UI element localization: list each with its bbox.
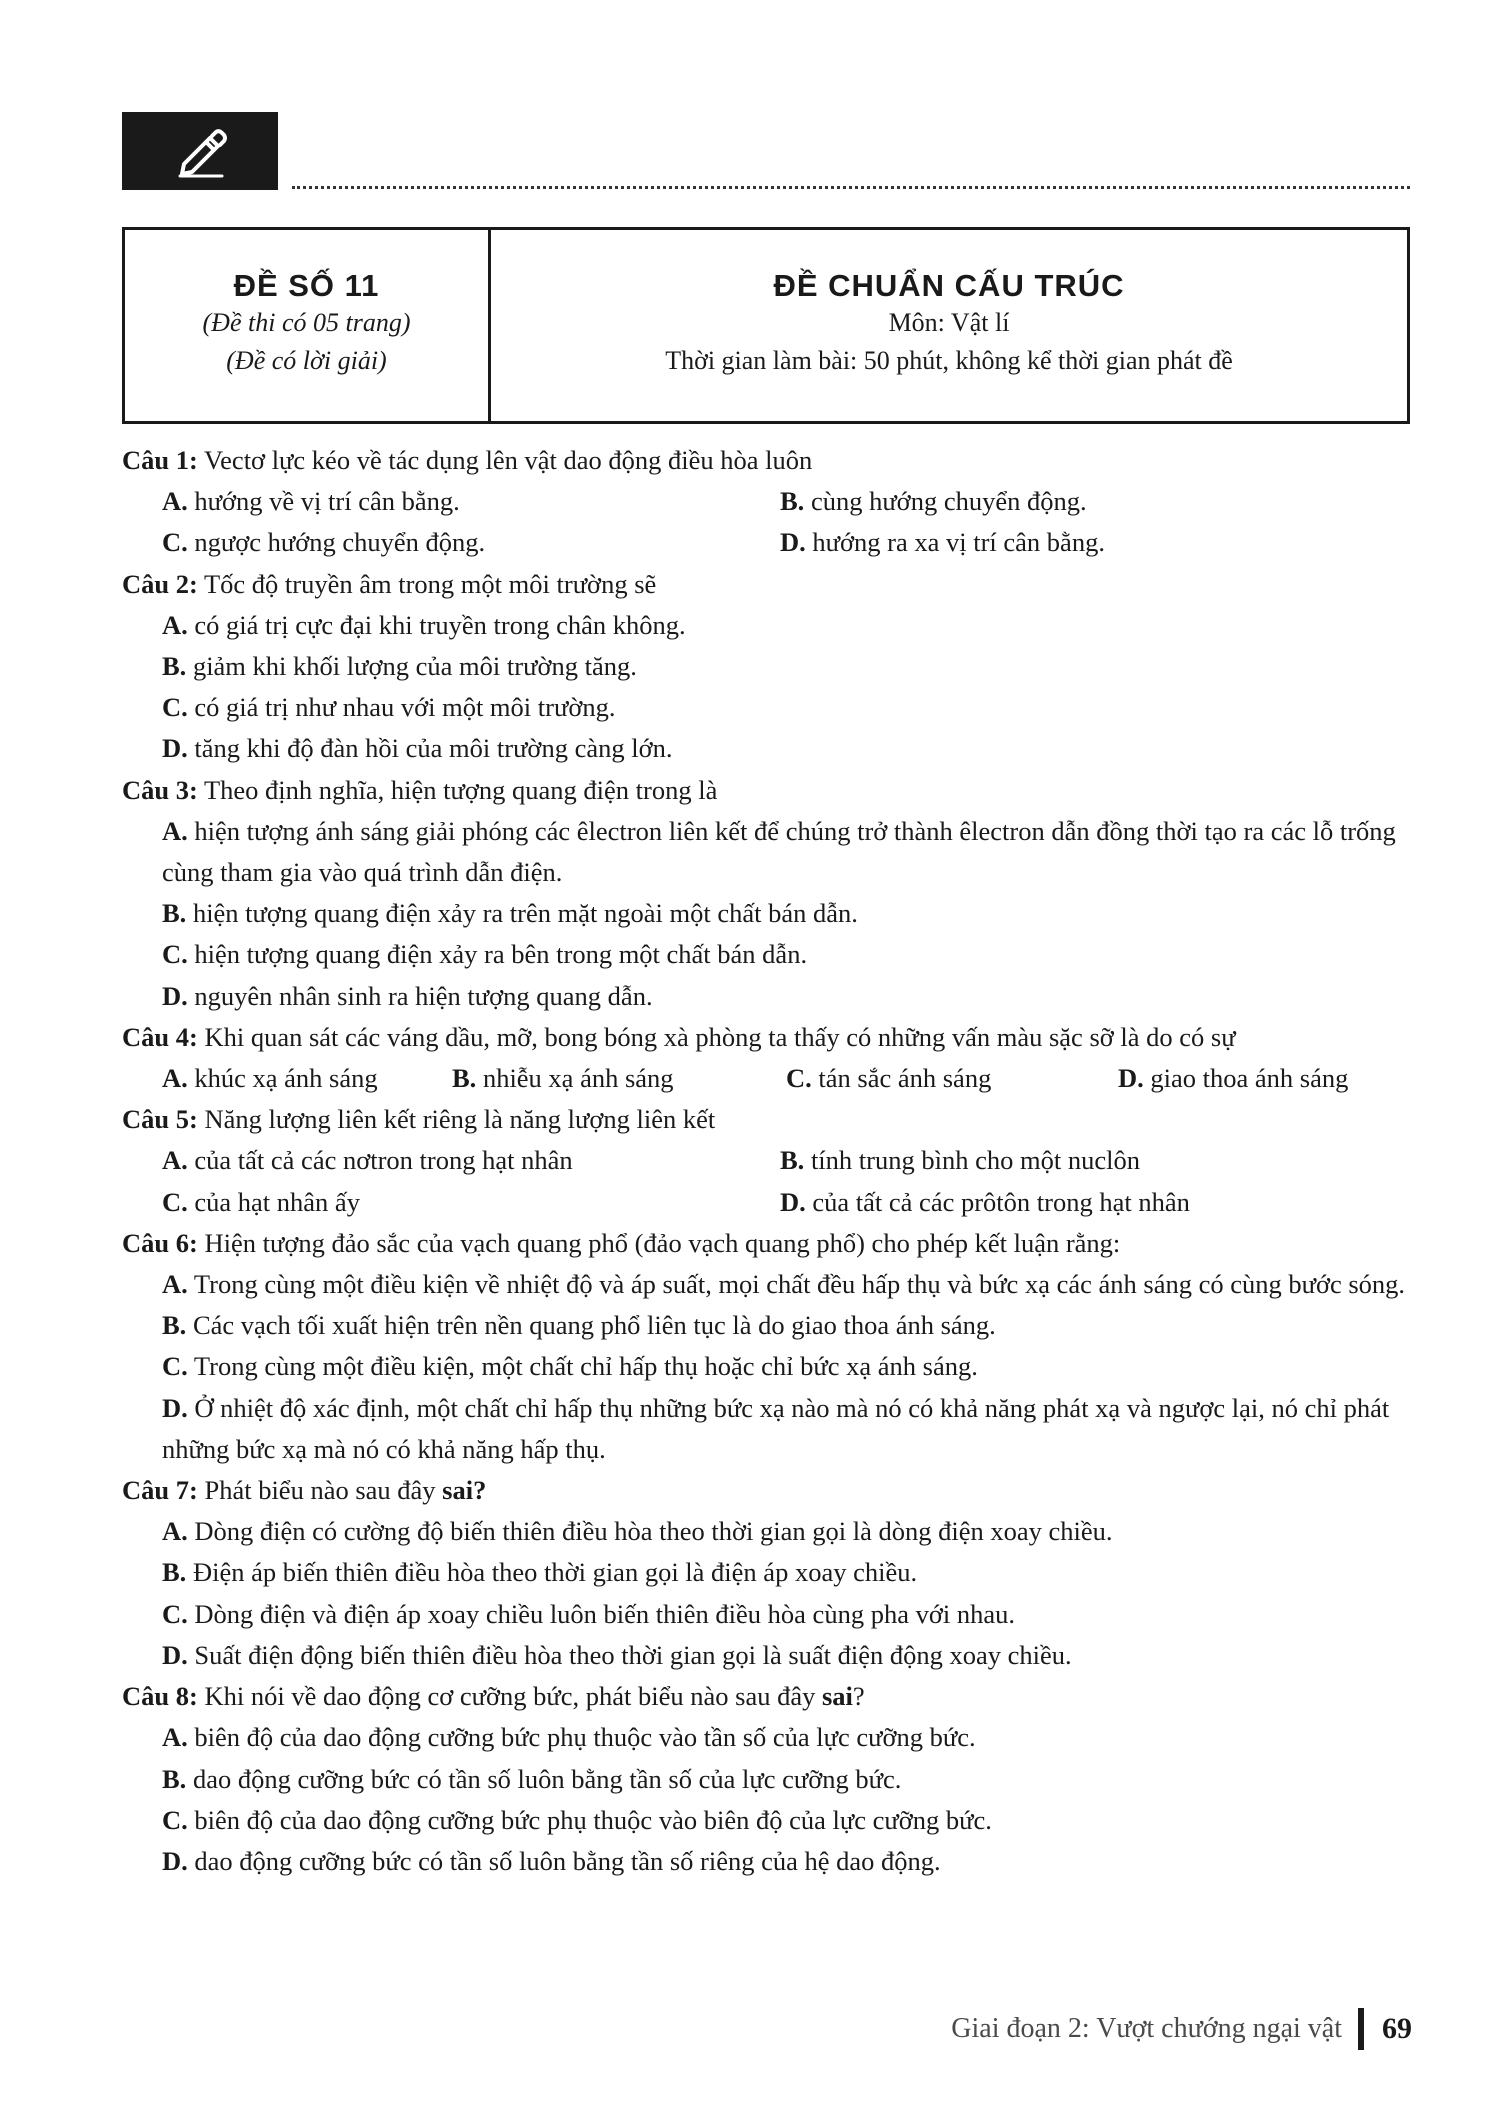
exam-title: ĐỀ CHUẨN CẤU TRÚC [773,268,1125,303]
question-label: Câu 8: [122,1681,198,1712]
option-text: của tất cả các nơtron trong hạt nhân [187,1145,573,1176]
page-footer [951,2008,1412,2050]
option-text: có giá trị như nhau với một môi trường. [187,692,616,723]
pencil-badge [122,112,278,190]
option-key: B. [780,1145,805,1176]
question-stem [122,1223,1412,1264]
question-label: Câu 6: [122,1227,198,1258]
pencil-icon [170,120,230,180]
option-b [452,1058,786,1099]
option-a [122,1264,1412,1305]
option-key: C. [162,527,188,558]
option-key: D. [780,1186,806,1217]
option-key: C. [162,1351,188,1382]
option-a [162,1140,780,1181]
question-stem [122,770,1412,811]
option-text: có giá trị cực đại khi truyền trong chân không. [187,609,686,640]
question-emphasis: sai? [442,1475,487,1506]
option-key: D. [162,1639,188,1670]
option-b [780,1140,1412,1181]
option-text: của tất cả các prôtôn trong hạt nhân [805,1186,1190,1217]
option-text: nhiễu xạ ánh sáng [476,1063,674,1094]
exam-time: Thời gian làm bài: 50 phút, không kể thời gian phát đề [665,346,1233,375]
option-key: A. [162,486,188,517]
option-c [122,1346,1412,1387]
option-key: D. [780,527,806,558]
exam-subject: Môn: Vật lí [888,308,1010,337]
option-b [122,1759,1412,1800]
question-text: Khi nói về dao động cơ cưỡng bức, phát biểu nào sau đây [197,1681,822,1712]
option-key: C. [162,692,188,723]
exam-number: ĐỀ SỐ 11 [233,268,380,303]
option-key: B. [162,898,187,929]
exam-id-cell [125,230,491,421]
question-label: Câu 7: [122,1475,198,1506]
option-text: Ở nhiệt độ xác định, một chất chỉ hấp thụ những bức xạ nào mà nó có khả năng phát xạ và ngược lại, nó chỉ phát những bức xạ mà nó có khả năng hấp thụ. [162,1392,1390,1464]
question-text: Năng lượng liên kết riêng là năng lượng liên kết [197,1104,716,1135]
options-grid [122,1058,1412,1099]
option-text: giao thoa ánh sáng [1143,1063,1349,1094]
option-c [786,1058,1118,1099]
question-stem [122,440,1412,481]
question-text-end: ? [852,1681,865,1712]
option-d [780,1182,1412,1223]
option-text: Các vạch tối xuất hiện trên nền quang phổ liên tục là do giao thoa ánh sáng. [186,1310,996,1341]
question-list [122,440,1412,1882]
footer-divider [1358,2008,1364,2050]
option-d [780,522,1412,563]
option-d [122,728,1412,769]
footer-section: Giai đoạn 2: Vượt chướng ngại vật [951,2013,1342,2044]
option-a [122,605,1412,646]
option-text: hiện tượng quang điện xảy ra bên trong một chất bán dẫn. [187,939,808,970]
option-key: C. [786,1063,812,1094]
option-key: D. [162,1392,188,1423]
option-text: tính trung bình cho một nuclôn [804,1145,1140,1176]
question-text: Khi quan sát các váng dầu, mỡ, bong bóng xà phòng ta thấy có những vấn màu sặc sỡ là do có sự [197,1021,1236,1052]
question-text: Phát biểu nào sau đây [197,1475,443,1506]
options-grid [122,481,1412,563]
question-label: Câu 1: [122,445,198,475]
question-stem [122,1099,1412,1140]
option-key: D. [162,980,188,1011]
option-text: khúc xạ ánh sáng [187,1063,378,1094]
option-text: Suất điện động biến thiên điều hòa theo thời gian gọi là suất điện động xoay chiều. [187,1639,1072,1670]
option-b [122,646,1412,687]
question-stem [122,564,1412,605]
question-label: Câu 5: [122,1104,198,1135]
option-key: B. [162,1763,187,1794]
option-text: dao động cưỡng bức có tần số luôn bằng tần số riêng của hệ dao động. [187,1845,941,1876]
exam-info-cell [491,230,1407,421]
question-stem [122,1470,1412,1511]
solution-note: (Đề có lời giải) [226,346,387,375]
question-1 [122,440,1412,564]
question-stem [122,1017,1412,1058]
option-d [122,1388,1412,1470]
option-d [122,1841,1412,1882]
option-c [162,1182,780,1223]
option-text: của hạt nhân ấy [187,1186,360,1217]
option-key: C. [162,1186,188,1217]
option-text: ngược hướng chuyển động. [187,527,486,558]
option-key: A. [162,1063,188,1094]
option-key: A. [162,1269,188,1300]
question-label: Câu 4: [122,1021,198,1052]
question-label: Câu 3: [122,774,198,805]
question-5 [122,1099,1412,1223]
question-label: Câu 2: [122,568,198,599]
option-key: C. [162,1804,188,1835]
option-text: biên độ của dao động cưỡng bức phụ thuộc vào biên độ của lực cưỡng bức. [187,1804,992,1835]
option-key: D. [1118,1063,1144,1094]
option-b [122,893,1412,934]
question-text: Tốc độ truyền âm trong một môi trường sẽ [197,568,657,599]
question-7 [122,1470,1412,1676]
option-text: Điện áp biến thiên điều hòa theo thời gian gọi là điện áp xoay chiều. [186,1557,918,1588]
question-3 [122,770,1412,1017]
option-d [122,976,1412,1017]
option-key: D. [162,1845,188,1876]
exam-header [122,227,1410,424]
option-text: Trong cùng một điều kiện về nhiệt độ và áp suất, mọi chất đều hấp thụ và bức xạ các ánh sáng có cùng bước sóng. [187,1269,1406,1300]
option-b [780,481,1412,522]
question-4 [122,1017,1412,1099]
question-text: Hiện tượng đảo sắc của vạch quang phổ (đảo vạch quang phổ) cho phép kết luận rằng: [197,1227,1121,1258]
option-key: D. [162,733,188,764]
option-text: Dòng điện và điện áp xoay chiều luôn biến thiên điều hòa cùng pha với nhau. [187,1598,1015,1629]
option-a [122,1511,1412,1552]
options-grid [122,1140,1412,1222]
option-key: A. [162,609,188,640]
option-text: tán sắc ánh sáng [811,1063,992,1094]
option-key: A. [162,1145,188,1176]
option-a [162,481,780,522]
question-2 [122,564,1412,770]
option-text: tăng khi độ đàn hồi của môi trường càng lớn. [187,733,673,764]
option-c [122,934,1412,975]
option-text: cùng hướng chuyển động. [804,486,1087,517]
question-6 [122,1223,1412,1470]
question-stem [122,1676,1412,1717]
option-text: hướng ra xa vị trí cân bằng. [805,527,1105,558]
option-key: C. [162,1598,188,1629]
option-text: dao động cưỡng bức có tần số luôn bằng tần số của lực cưỡng bức. [186,1763,902,1794]
option-text: Dòng điện có cường độ biến thiên điều hòa theo thời gian gọi là dòng điện xoay chiều. [187,1516,1113,1547]
option-c [122,1594,1412,1635]
pages-note: (Đề thi có 05 trang) [202,308,411,337]
option-key: B. [780,486,805,517]
question-emphasis: sai [821,1681,853,1712]
option-text: hướng về vị trí cân bằng. [187,486,460,517]
option-text: biên độ của dao động cưỡng bức phụ thuộc vào tần số của lực cưỡng bức. [187,1722,976,1753]
question-8 [122,1676,1412,1882]
option-key: C. [162,939,188,970]
option-b [122,1552,1412,1593]
option-a [162,1058,452,1099]
option-text: giảm khi khối lượng của môi trường tăng. [186,651,637,682]
option-key: B. [162,1310,187,1341]
option-b [122,1305,1412,1346]
option-d [122,1635,1412,1676]
option-c [162,522,780,563]
option-text: Trong cùng một điều kiện, một chất chỉ hấp thụ hoặc chỉ bức xạ ánh sáng. [187,1351,978,1382]
option-key: A. [162,1516,188,1547]
option-text: nguyên nhân sinh ra hiện tượng quang dẫn. [187,980,653,1011]
option-a [122,811,1412,893]
option-text: hiện tượng quang điện xảy ra trên mặt ngoài một chất bán dẫn. [186,898,858,929]
option-c [122,687,1412,728]
option-key: A. [162,815,188,846]
option-c [122,1800,1412,1841]
dotted-rule [292,186,1410,189]
option-key: B. [162,651,187,682]
option-text: hiện tượng ánh sáng giải phóng các êlectron liên kết để chúng trở thành êlectron dẫn đồng thời tạo ra các lỗ trống cùng tham gia vào quá trình dẫn điện. [162,815,1396,888]
question-text: Vectơ lực kéo về tác dụng lên vật dao động điều hòa luôn [197,445,813,475]
option-key: A. [162,1722,188,1753]
question-text: Theo định nghĩa, hiện tượng quang điện trong là [197,774,718,805]
option-key: B. [452,1063,477,1094]
page-number: 69 [1382,2012,1412,2045]
option-key: B. [162,1557,187,1588]
option-d [1118,1058,1412,1099]
option-a [122,1717,1412,1758]
